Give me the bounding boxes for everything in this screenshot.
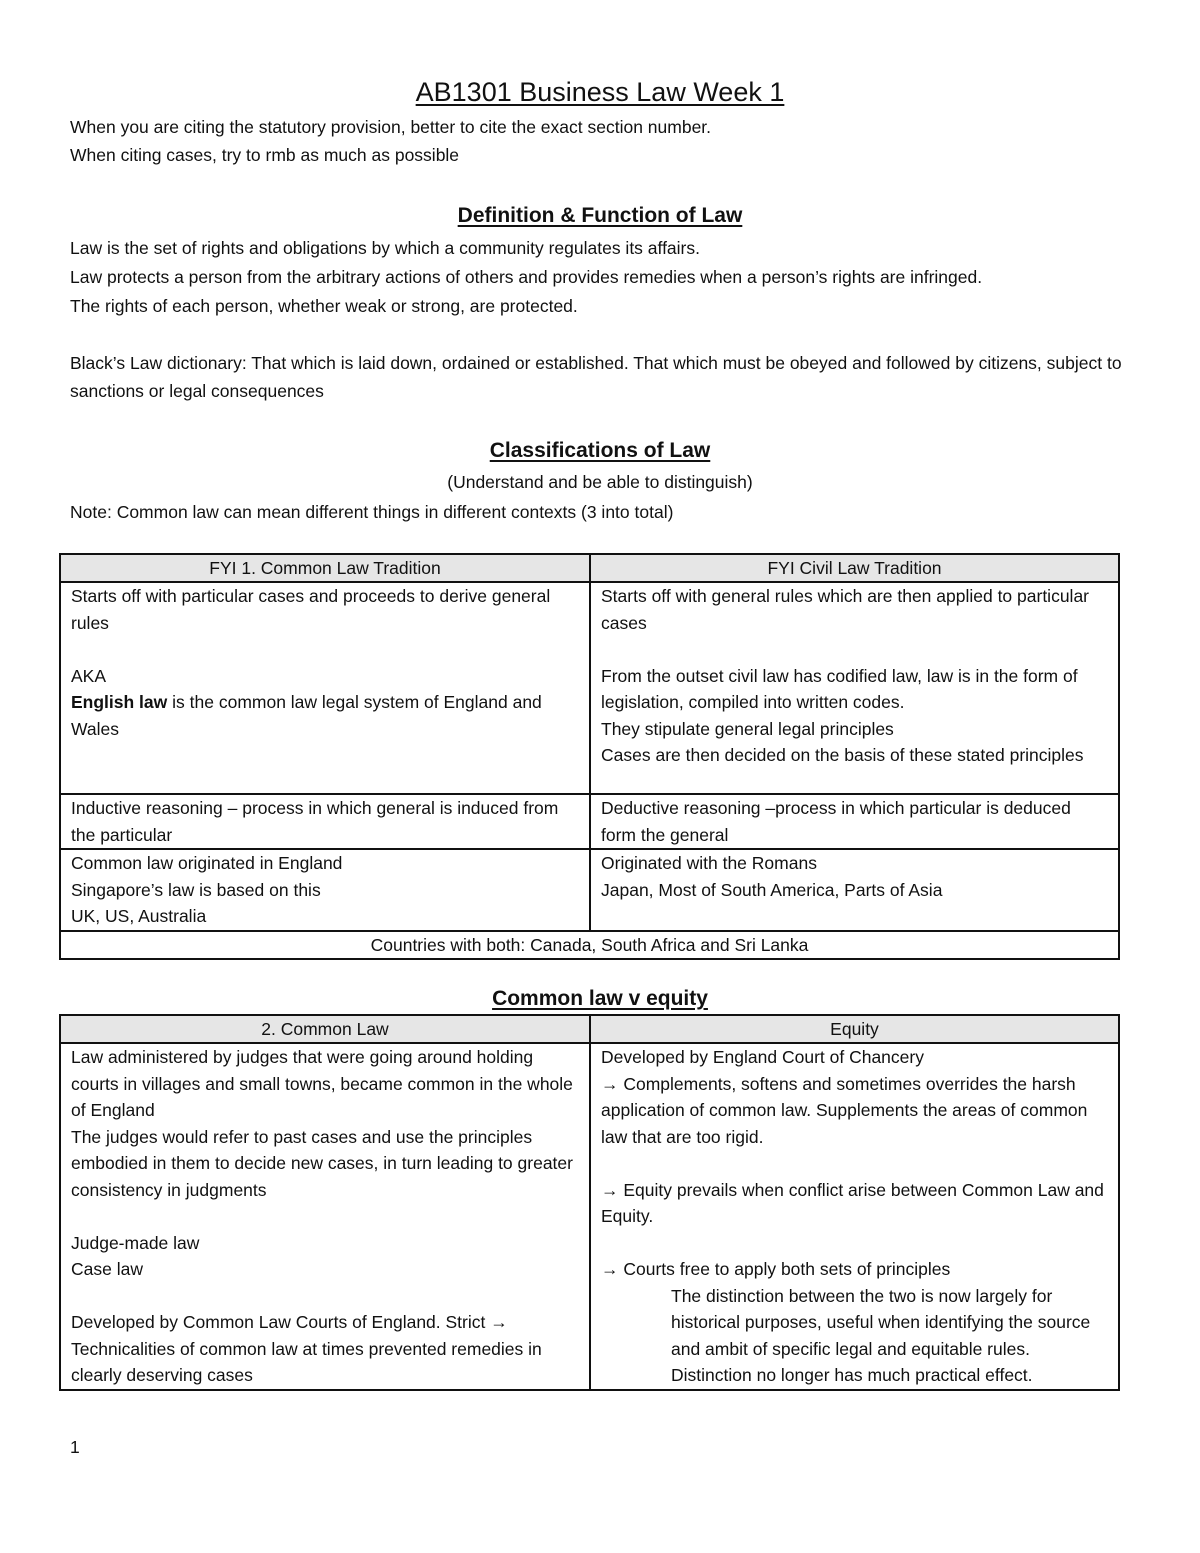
cell-text: They stipulate general legal principles <box>601 718 894 739</box>
table-cell <box>590 849 1119 931</box>
definition-heading: Definition & Function of Law <box>457 204 743 227</box>
intro-line-1: When you are citing the statutory provision, better to cite the exact section number. <box>70 117 712 137</box>
classifications-note: Note: Common law can mean different things in different contexts (3 into total) <box>70 502 674 522</box>
equity-heading: Common law v equity <box>492 987 708 1010</box>
intro-line-2: When citing cases, try to rmb as much as possible <box>70 145 460 165</box>
cell-text: Singapore’s law is based on this <box>71 879 321 900</box>
common-law-equity-table <box>59 1014 1120 1391</box>
header-common-law-tradition: FYI 1. Common Law Tradition <box>60 554 590 582</box>
cell-text: Developed by Common Law Courts of England. Strict → Technicalities of common law at times prevented remedies in clearly deserving cases <box>71 1312 542 1385</box>
table-row <box>60 849 1119 931</box>
cell-text: Common law originated in England <box>71 853 343 873</box>
cell-text: The judges would refer to past cases and use the principles embodied in them to decide new cases, in turn leading to greater consistency in judgments <box>71 1126 573 1200</box>
cell-text: UK, US, Australia <box>71 906 207 926</box>
header-civil-law-tradition: FYI Civil Law Tradition <box>590 554 1119 582</box>
cell-text: → Complements, softens and sometimes overrides the harsh application of common law. Supplements the areas of common law that are too rigid. <box>601 1073 1088 1147</box>
cell-text: From the outset civil law has codified law, law is in the form of legislation, compiled into written codes. <box>601 665 1078 712</box>
cell-text: Japan, Most of South America, Parts of Asia <box>601 879 943 900</box>
definition-line-2: Law protects a person from the arbitrary actions of others and provides remedies when a person’s rights are infringed. <box>70 267 983 287</box>
table-cell <box>60 1043 590 1390</box>
blank-line <box>71 1283 579 1310</box>
page-number: 1 <box>70 1437 80 1457</box>
definition-line-3: The rights of each person, whether weak or strong, are protected. <box>70 296 578 316</box>
cell-text: Developed by England Court of Chancery <box>601 1047 924 1067</box>
classifications-heading: Classifications of Law <box>489 439 711 462</box>
page-title: AB1301 Business Law Week 1 <box>415 77 785 107</box>
cell-text <box>71 689 579 742</box>
blank-line <box>601 1150 1108 1177</box>
blank-line <box>601 1230 1108 1257</box>
definition-line-1: Law is the set of rights and obligations by which a community regulates its affairs. <box>70 238 700 258</box>
blank-line <box>601 636 1108 663</box>
classifications-subtitle: (Understand and be able to distinguish) <box>447 472 753 492</box>
blacks-law-definition: Black’s Law dictionary: That which is laid down, ordained or established. That which must be obeyed and followed by citizens, subject to sanctions or legal consequences <box>70 353 1122 401</box>
cell-text: Starts off with particular cases and proceeds to derive general rules <box>71 586 551 633</box>
blank-line <box>71 1203 579 1230</box>
table-header-row <box>60 1015 1119 1043</box>
cell-text: The distinction between the two is now largely for historical purposes, useful when identifying the source and ambit of specific legal and equitable rules. Distinction no longer has much practical effect. <box>671 1285 1091 1385</box>
table-cell <box>590 582 1119 794</box>
table-cell: Deductive reasoning –process in which particular is deduced form the general <box>590 794 1119 849</box>
table-cell <box>590 1043 1119 1390</box>
table-row <box>60 582 1119 794</box>
table-cell <box>60 582 590 794</box>
header-common-law: 2. Common Law <box>60 1015 590 1043</box>
blank-line <box>71 636 579 663</box>
table-header-row <box>60 554 1119 582</box>
table-cell: Inductive reasoning – process in which general is induced from the particular <box>60 794 590 849</box>
cell-text: → Equity prevails when conflict arise between Common Law and Equity. <box>601 1179 1104 1226</box>
bold-term: English law <box>71 692 168 712</box>
cell-text: → Courts free to apply both sets of principles <box>601 1259 951 1279</box>
cell-text: Cases are then decided on the basis of these stated principles <box>601 745 1084 765</box>
cell-text: Starts off with general rules which are then applied to particular cases <box>601 586 1090 633</box>
cell-text: Originated with the Romans <box>601 853 817 873</box>
countries-with-both: Countries with both: Canada, South Africa and Sri Lanka <box>60 931 1119 960</box>
header-equity: Equity <box>590 1015 1119 1043</box>
table-row <box>60 794 1119 849</box>
cell-text: is the common law legal system of England and Wales <box>71 692 542 739</box>
table-cell <box>60 849 590 931</box>
table-row <box>60 1043 1119 1390</box>
cell-text: AKA <box>71 665 107 686</box>
cell-text: Judge-made law <box>71 1232 200 1253</box>
tradition-comparison-table <box>59 553 1120 960</box>
table-footer-row <box>60 931 1119 960</box>
cell-text: Law administered by judges that were going around holding courts in villages and small towns, became common in the whole of England <box>71 1047 573 1120</box>
cell-text: Case law <box>71 1259 143 1279</box>
